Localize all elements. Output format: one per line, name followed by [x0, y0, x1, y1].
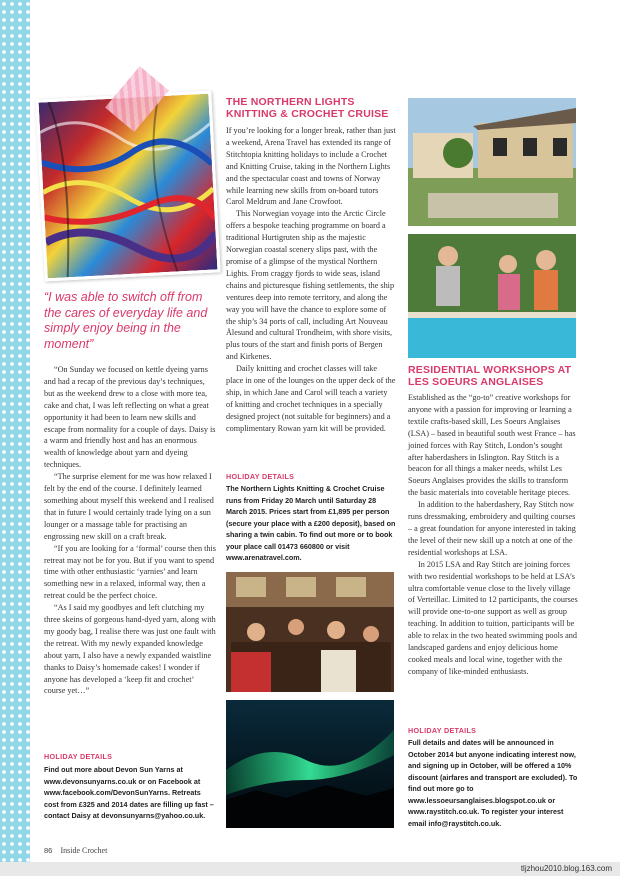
right-column-body — [408, 392, 578, 678]
paragraph: “If you are looking for a ‘formal’ course then this retreat may not be for you. But if you want to spend time with other enthusiastic ‘yarnies’ and learn something new in a relaxed, informal way, then a retreat could be the perfect choice. — [44, 543, 216, 601]
holiday-details-heading: HOLIDAY DETAILS — [226, 472, 295, 481]
section-heading: THE NORTHERN LIGHTS KNITTING & CROCHET CRUISE — [226, 96, 389, 120]
holiday-details-text: Find out more about Devon Sun Yarns at www.devonsunyarns.co.uk or on Facebook at www.facebook.com/DevonSunYarns. Retreats cost from £325 and 2014 dates are filling up fast – contact Daisy at devonsunyarns@yahoo.co.uk. — [44, 765, 214, 820]
paragraph: Daily knitting and crochet classes will take place in one of the lounges on the upper deck of the ship, in which Jane and Carol will teach a variety of knitting and crochet techniques in a specially designed project (not suitable for beginners) and a complimentary Rowan yarn kit will be provided. — [226, 364, 396, 433]
holiday-details-text: The Northern Lights Knitting & Crochet Cruise runs from Friday 20 March until Saturday 28 March 2015. Prices start from £1,895 per person (secure your place with a £200 deposit), based on sharing a twin cabin. To find out more or to book your place call 01473 660800 or visit www.arenatravel.com. — [226, 484, 396, 562]
page-number: 86 — [44, 846, 53, 855]
paragraph: “The surprise element for me was how relaxed I felt by the end of the course. I definitely learned something about myself this weekend and I realised that in future I would certainly trade lying on a sun lounger or a massage table for practising an engrossing new skill on a craft break. — [44, 472, 214, 541]
middle-column-body — [226, 125, 396, 435]
holiday-details-text: Full details and dates will be announced in October 2014 but anyone indicating interest now, and signing up in October, will be offered a 10% discount (airfares and transport are excluded). To find out more go to www.lessoeursanglaises.blogspot.co.uk or www.raystitch.co.uk. To register your interest email info@raystitch.co.uk. — [408, 738, 578, 828]
paragraph: This Norwegian voyage into the Arctic Circle offers a bespoke teaching programme on board a traditional Hurtigruten ship as the majestic Norwegian coastal scenery slips past, with the promise of a glimpse of the mystical Northern Lights. From craggy fjords to wide seas, island chains and picturesque fishing settlements, the ship ventures deep into remote territory, and along the way you will have the chance to explore some of the ship’s 34 ports of call, including Art Nouveau Ålesund and cultural Trondheim, with shore visits, plus tours of the start and finish ports of Bergen and Kirkenes. — [226, 209, 395, 362]
paragraph: “As I said my goodbyes and left clutching my three skeins of gorgeous hand-dyed yarn, along with my goody bag, I realise there was just one fault with the retreat. With my newly expanded knowledge about yarn, I also have a newly expanded waistline thanks to Daisy’s homemade cakes! I wonder if anyone has developed a ‘keep fit and crochet’ course yet…” — [44, 603, 216, 696]
page-footer — [44, 846, 107, 855]
french-house-photo — [408, 98, 576, 226]
pool-women-photo — [408, 234, 576, 358]
paragraph: Established as the “go-to” creative workshops for anyone with a passion for improving or learning a textile crafts-based skill, Les Soeurs Anglaises (LSA) – based in beautiful south west France – has joined forces with Ray Stitch, London’s sought after haberdashers in Islington. Ray Stitch is a beacon for all things a maker needs, whilst Les Soeurs Anglaises provides the skills to transform the basic materials into covetable heritage pieces. — [408, 393, 576, 498]
left-column-body — [44, 364, 216, 697]
watermark-text: tljzhou2010.blog.163.com — [520, 864, 612, 873]
holiday-details-heading: HOLIDAY DETAILS — [44, 752, 113, 761]
magazine-name: Inside Crochet — [60, 846, 108, 855]
paragraph: In addition to the haberdashery, Ray Stitch now runs dressmaking, embroidery and quilting courses – a great foundation for anyone interested in taking the level of their new skill up a notch at one of the residential workshops at LSA. — [408, 500, 576, 557]
pull-quote: “I was able to switch off from the cares of everyday life and simply enjoy being in the moment” — [44, 290, 208, 351]
cruise-lounge-photo — [226, 572, 394, 692]
holiday-details-heading: HOLIDAY DETAILS — [408, 726, 477, 735]
paragraph: If you’re looking for a longer break, rather than just a weekend, Arena Travel has extended its range of Stitchtopia knitting holidays to include a Crochet and Knitting Cruise, taking in the Northern Lights and the spectacular coast and towns of Norway while learning new skills from on-board tutors Carol Meldrum and Jane Crowfoot. — [226, 126, 396, 207]
polka-dot-strip — [0, 0, 30, 862]
paragraph: In 2015 LSA and Ray Stitch are joining forces with two residential workshops to be held at LSA’s ultra comfortable venue close to the lively village of Verteillac. Limited to 12 participants, the courses will provide one-to-one support as well as group teaching. In addition to tuition, participants will be able to relax in the two heated swimming pools and landscaped gardens and enjoy delicious home cooked meals and local wine, together with the company of like-minded enthusiasts. — [408, 559, 578, 676]
northern-lights-photo — [226, 700, 394, 828]
section-heading: RESIDENTIAL WORKSHOPS AT LES SOEURS ANGLAISES — [408, 364, 572, 388]
paragraph: “On Sunday we focused on kettle dyeing yarns and had a recap of the previous day’s techniques, but as the weekend drew to a close with more tea, cake and chat, I was left reflecting on what a great opportunity it had been to learn new skills and escape from normality for a couple of days. Daisy is a warm and friendly host and has an enormous wealth of knowledge about yarn and dyeing techniques. — [44, 365, 216, 470]
